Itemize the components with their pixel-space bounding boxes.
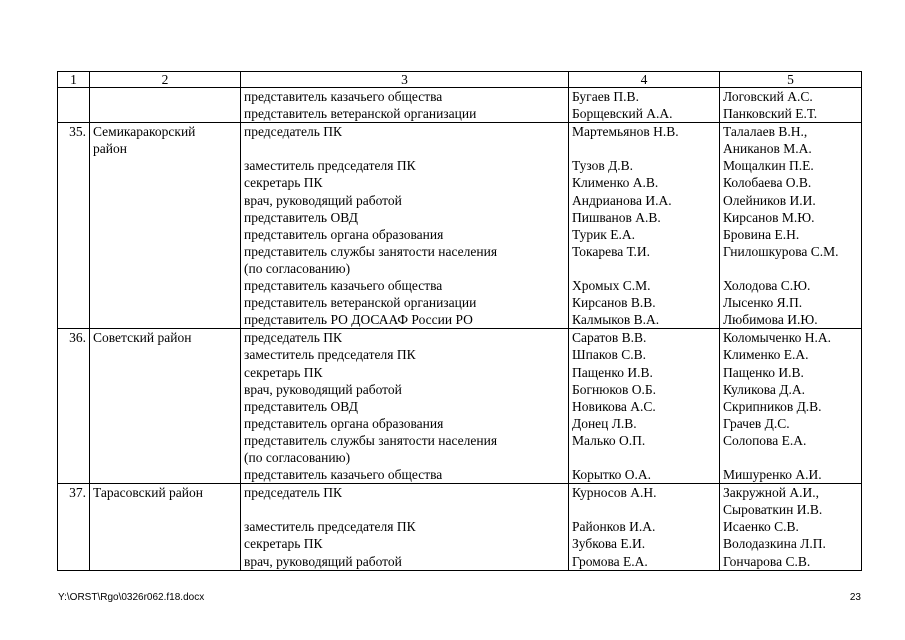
- role-line: [244, 140, 565, 157]
- member-name-line: Зубкова Е.И.: [572, 536, 646, 552]
- role-line: врач, руководящий работой: [244, 192, 402, 208]
- reserve-name-line: Солопова Е.А.: [723, 432, 807, 448]
- district-cell: [90, 484, 241, 570]
- footer-page-number: 23: [849, 592, 861, 603]
- member-name-line: Шпаков С.В.: [572, 347, 646, 363]
- role-line: представитель службы занятости населения: [244, 432, 498, 448]
- role-line: представитель ОВД: [244, 209, 358, 225]
- reserve-name-line: Клименко Е.А.: [723, 347, 809, 363]
- reserve-name-line: Аниканов М.А.: [723, 141, 812, 157]
- header-cell-2: 2: [90, 72, 241, 88]
- member-name-line: [572, 260, 716, 277]
- reserve-name-line: Сыроваткин И.В.: [723, 502, 823, 518]
- district-cell: [90, 329, 241, 484]
- reserve-name-line: Панковский Е.Т.: [723, 106, 818, 122]
- reserve-name-line: [723, 260, 858, 277]
- member-name-line: Саратов В.В.: [572, 330, 647, 346]
- header-cell-4: 4: [569, 72, 720, 88]
- reserve-name-line: Холодова С.Ю.: [723, 278, 811, 294]
- table-body: [58, 72, 862, 571]
- reserve-name-line: Мощалкин П.Е.: [723, 158, 814, 174]
- reserve-name-line: Гнилошкурова С.М.: [723, 243, 839, 259]
- member-name-line: Хромых С.М.: [572, 278, 651, 294]
- header-cell-1: 1: [58, 72, 90, 88]
- member-name-line: [572, 449, 716, 466]
- member-name-line: Богнюков О.Б.: [572, 381, 656, 397]
- role-line: врач, руководящий работой: [244, 553, 402, 569]
- reserve-name-line: Пащенко И.В.: [723, 364, 804, 380]
- reserve-name-line: Володазкина Л.П.: [723, 536, 826, 552]
- role-line: представитель ветеранской организации: [244, 106, 477, 122]
- table-row: [58, 329, 862, 484]
- district-name-line: Тарасовский район: [93, 485, 203, 501]
- member-name-line: Турик Е.А.: [572, 226, 635, 242]
- district-cell: [90, 88, 241, 123]
- footer-file-path: Y:\ORST\Rgo\0326r062.f18.docx: [58, 592, 205, 603]
- member-name-line: Токарева Т.И.: [572, 243, 651, 259]
- chair-member-cell: [569, 329, 720, 484]
- reserve-name-line: Грачев Д.С.: [723, 415, 790, 431]
- reserve-member-cell: [720, 88, 862, 123]
- member-name-line: Пащенко И.В.: [572, 364, 653, 380]
- reserve-name-line: Лысенко Я.П.: [723, 295, 803, 311]
- role-line: (по согласованию): [244, 449, 351, 465]
- reserve-name-line: Бровина Е.Н.: [723, 226, 800, 242]
- reserve-name-line: Мишуренко А.И.: [723, 467, 822, 483]
- district-name-line: Семикаракорский: [93, 124, 196, 140]
- role-line: заместитель председателя ПК: [244, 519, 416, 535]
- role-line: представитель органа образования: [244, 226, 444, 242]
- role-line: председатель ПК: [244, 485, 343, 501]
- header-cell-5: 5: [720, 72, 862, 88]
- table-row: [58, 88, 862, 123]
- reserve-name-line: Скрипников Д.В.: [723, 398, 822, 414]
- reserve-name-line: Исаенко С.В.: [723, 519, 799, 535]
- reserve-member-cell: [720, 484, 862, 570]
- role-line: секретарь ПК: [244, 536, 323, 552]
- member-name-line: Районков И.А.: [572, 519, 656, 535]
- role-line: представитель казачьего общества: [244, 278, 443, 294]
- header-cell-3: 3: [241, 72, 569, 88]
- role-cell: [241, 88, 569, 123]
- row-number-cell: 37.: [58, 484, 90, 570]
- member-name-line: Андрианова И.А.: [572, 192, 672, 208]
- role-cell: [241, 329, 569, 484]
- role-line: представитель казачьего общества: [244, 467, 443, 483]
- reserve-name-line: Гончарова С.В.: [723, 553, 811, 569]
- members-table: [57, 71, 862, 571]
- chair-member-cell: [569, 88, 720, 123]
- role-line: представитель органа образования: [244, 415, 444, 431]
- reserve-name-line: Олейников И.И.: [723, 192, 816, 208]
- role-line: секретарь ПК: [244, 175, 323, 191]
- role-line: секретарь ПК: [244, 364, 323, 380]
- member-name-line: [572, 501, 716, 518]
- reserve-name-line: Логовский А.С.: [723, 89, 813, 104]
- member-name-line: Корытко О.А.: [572, 467, 652, 483]
- role-line: представитель РО ДОСААФ России РО: [244, 312, 473, 328]
- member-name-line: Борщевский А.А.: [572, 106, 673, 122]
- reserve-name-line: Закружной А.И.,: [723, 485, 819, 501]
- member-name-line: Клименко А.В.: [572, 175, 659, 191]
- district-cell: [90, 123, 241, 329]
- reserve-member-cell: [720, 329, 862, 484]
- role-line: представитель казачьего общества: [244, 89, 443, 104]
- chair-member-cell: [569, 123, 720, 329]
- row-number-cell: 36.: [58, 329, 90, 484]
- member-name-line: Тузов Д.В.: [572, 158, 634, 174]
- role-cell: [241, 484, 569, 570]
- member-name-line: Кирсанов В.В.: [572, 295, 656, 311]
- role-line: представитель ОВД: [244, 398, 358, 414]
- district-name-line: Советский район: [93, 330, 192, 346]
- role-line: председатель ПК: [244, 124, 343, 140]
- chair-member-cell: [569, 484, 720, 570]
- reserve-name-line: [723, 449, 858, 466]
- reserve-member-cell: [720, 123, 862, 329]
- member-name-line: Малько О.П.: [572, 432, 646, 448]
- reserve-name-line: Коломыченко Н.А.: [723, 330, 831, 346]
- district-name-line: район: [93, 141, 127, 157]
- role-line: заместитель председателя ПК: [244, 158, 416, 174]
- member-name-line: [572, 140, 716, 157]
- row-number-cell: [58, 88, 90, 123]
- reserve-name-line: Колобаева О.В.: [723, 175, 812, 191]
- header-row: [58, 72, 862, 88]
- table-row: [58, 123, 862, 329]
- member-name-line: Мартемьянов Н.В.: [572, 124, 679, 140]
- row-number-cell: 35.: [58, 123, 90, 329]
- role-line: заместитель председателя ПК: [244, 347, 416, 363]
- reserve-name-line: Талалаев В.Н.,: [723, 124, 808, 140]
- role-cell: [241, 123, 569, 329]
- member-name-line: Бугаев П.В.: [572, 89, 639, 104]
- role-line: председатель ПК: [244, 330, 343, 346]
- member-name-line: Курносов А.Н.: [572, 485, 657, 501]
- member-name-line: Донец Л.В.: [572, 415, 637, 431]
- role-line: представитель ветеранской организации: [244, 295, 477, 311]
- role-line: представитель службы занятости населения: [244, 243, 498, 259]
- reserve-name-line: Кирсанов М.Ю.: [723, 209, 815, 225]
- role-line: врач, руководящий работой: [244, 381, 402, 397]
- role-line: (по согласованию): [244, 260, 351, 276]
- member-name-line: Громова Е.А.: [572, 553, 648, 569]
- member-name-line: Новикова А.С.: [572, 398, 656, 414]
- table-row: [58, 484, 862, 570]
- reserve-name-line: Куликова Д.А.: [723, 381, 806, 397]
- member-name-line: Калмыков В.А.: [572, 312, 660, 328]
- reserve-name-line: Любимова И.Ю.: [723, 312, 818, 328]
- role-line: [244, 501, 565, 518]
- member-name-line: Пишванов А.В.: [572, 209, 661, 225]
